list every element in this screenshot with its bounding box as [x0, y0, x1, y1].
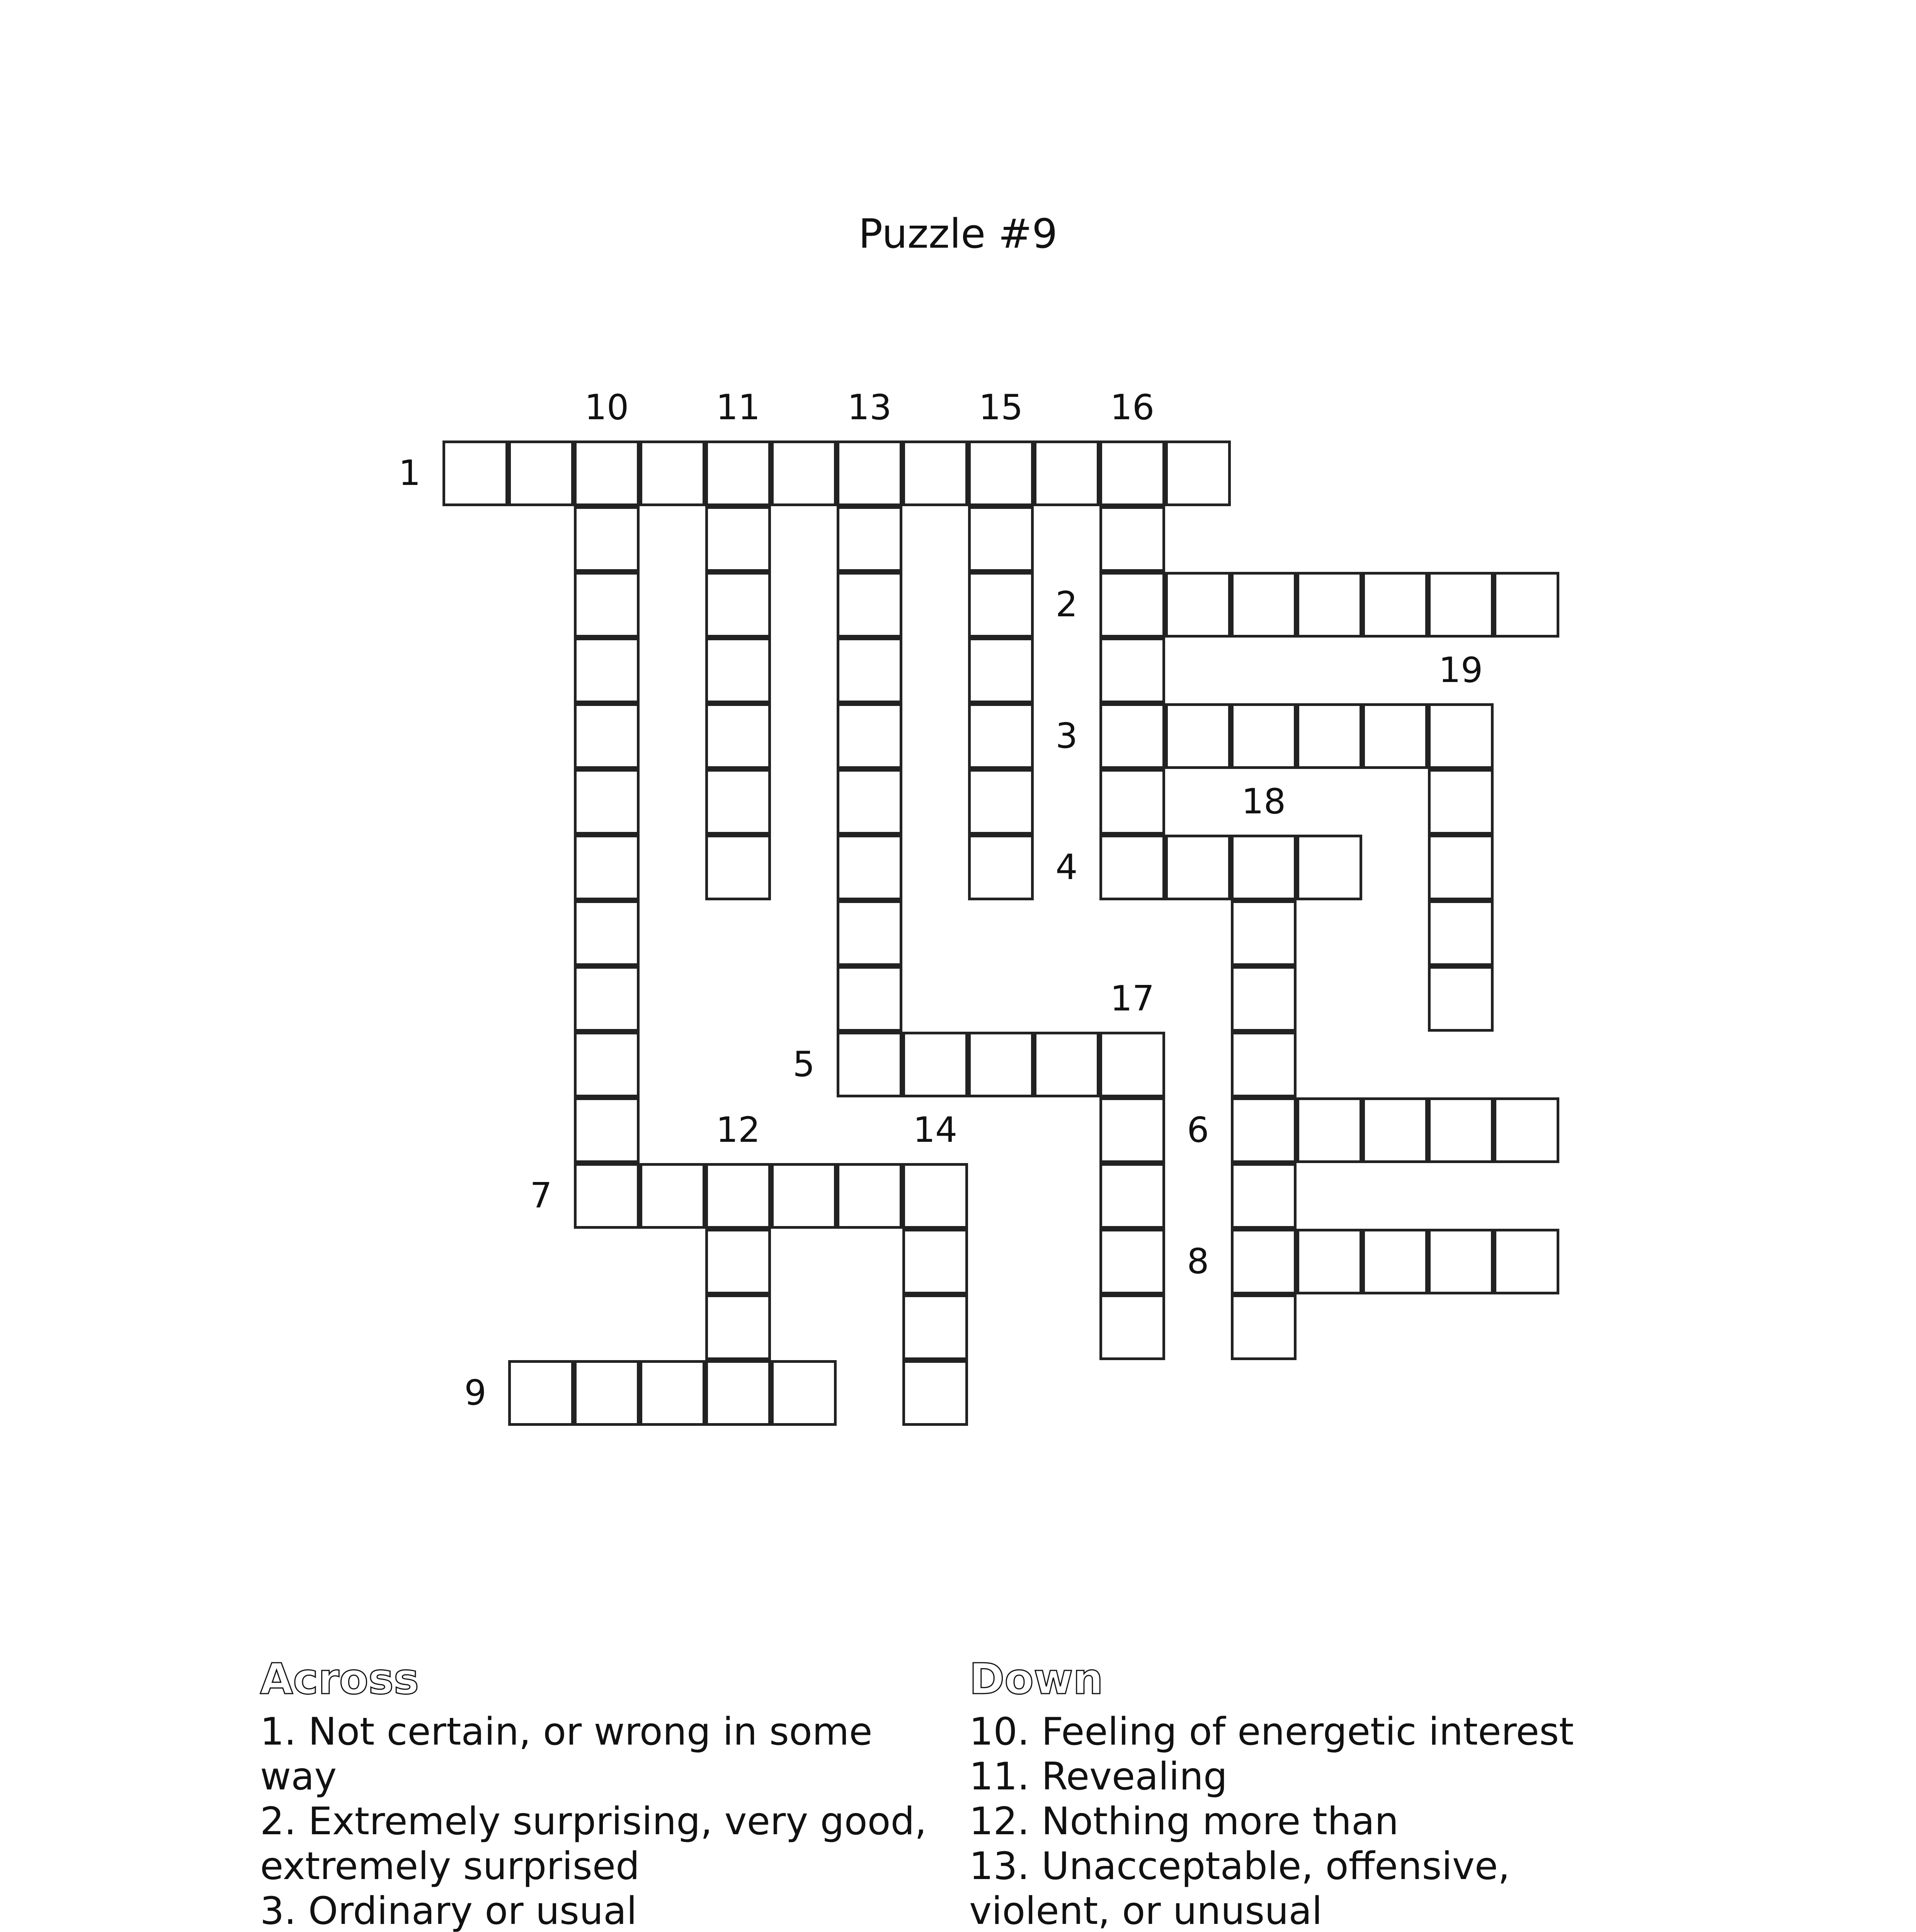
grid-cell[interactable]: [1231, 572, 1297, 638]
clue-number: 2: [1055, 584, 1078, 625]
grid-cell[interactable]: [1099, 1163, 1165, 1229]
grid-cell[interactable]: [1099, 440, 1165, 506]
clue-number: 15: [978, 387, 1023, 428]
grid-cell[interactable]: [705, 440, 771, 506]
clue-number: 6: [1187, 1110, 1209, 1150]
grid-cell[interactable]: [837, 703, 902, 769]
grid-cell[interactable]: [574, 900, 640, 966]
grid-cell[interactable]: [837, 506, 902, 572]
clue-number: 12: [716, 1110, 761, 1150]
grid-cell[interactable]: [1099, 1229, 1165, 1294]
grid-cell[interactable]: [837, 966, 902, 1032]
grid-cell[interactable]: [1165, 440, 1231, 506]
grid-cell[interactable]: [574, 835, 640, 900]
grid-cell[interactable]: [574, 440, 640, 506]
grid-cell[interactable]: [508, 1360, 574, 1426]
grid-cell[interactable]: [1428, 966, 1494, 1032]
clue-number: 8: [1187, 1241, 1209, 1282]
down-heading: Down: [969, 1654, 1103, 1704]
grid-cell[interactable]: [705, 1360, 771, 1426]
grid-cell[interactable]: [1231, 966, 1297, 1032]
grid-cell[interactable]: [705, 1294, 771, 1360]
clue-number: 14: [913, 1110, 958, 1150]
grid-cell[interactable]: [574, 1032, 640, 1097]
grid-cell[interactable]: [705, 506, 771, 572]
grid-cell[interactable]: [1231, 835, 1297, 900]
grid-cell[interactable]: [837, 1163, 902, 1229]
grid-cell[interactable]: [640, 1163, 705, 1229]
across-clue: 2. Extremely surprising, very good, extremely surprised: [260, 1799, 927, 1888]
grid-cell[interactable]: [705, 769, 771, 835]
across-clue: 1. Not certain, or wrong in some way: [260, 1710, 873, 1799]
clue-number: 4: [1055, 847, 1078, 888]
grid-cell[interactable]: [705, 638, 771, 703]
grid-cell[interactable]: [837, 572, 902, 638]
grid-cell[interactable]: [1428, 835, 1494, 900]
puzzle-title: Puzzle #9: [858, 210, 1058, 257]
grid-cell[interactable]: [771, 1360, 837, 1426]
grid-cell[interactable]: [705, 1229, 771, 1294]
grid-cell[interactable]: [574, 1360, 640, 1426]
grid-cell[interactable]: [640, 440, 705, 506]
clue-number: 18: [1241, 781, 1286, 822]
down-clues: [969, 1650, 1657, 1932]
grid-cell[interactable]: [968, 506, 1034, 572]
grid-cell[interactable]: [1099, 1294, 1165, 1360]
grid-cell[interactable]: [1231, 900, 1297, 966]
grid-cell[interactable]: [574, 1163, 640, 1229]
grid-cell[interactable]: [1494, 1097, 1559, 1163]
grid-cell[interactable]: [574, 769, 640, 835]
grid-cell[interactable]: [705, 835, 771, 900]
grid-cell[interactable]: [837, 440, 902, 506]
grid-cell[interactable]: [1428, 572, 1494, 638]
grid-cell[interactable]: [1165, 703, 1231, 769]
clue-number: 11: [716, 387, 761, 428]
grid-cell[interactable]: [705, 703, 771, 769]
grid-cell[interactable]: [1297, 572, 1362, 638]
grid-cell[interactable]: [1231, 1032, 1297, 1097]
grid-cell[interactable]: [1428, 769, 1494, 835]
grid-cell[interactable]: [1428, 703, 1494, 769]
grid-cell[interactable]: [1494, 1229, 1559, 1294]
clue-number: 9: [464, 1372, 487, 1413]
grid-cell[interactable]: [1165, 572, 1231, 638]
down-clue: 11. Revealing: [969, 1755, 1228, 1799]
grid-cell[interactable]: [902, 1032, 968, 1097]
grid-cell[interactable]: [1231, 1229, 1297, 1294]
grid-cell[interactable]: [1099, 1032, 1165, 1097]
across-clue: 3. Ordinary or usual: [260, 1889, 637, 1932]
grid-cell[interactable]: [1231, 1097, 1297, 1163]
grid-cell[interactable]: [1362, 703, 1428, 769]
grid-cell[interactable]: [640, 1360, 705, 1426]
grid-cell[interactable]: [902, 1163, 968, 1229]
across-clues: [260, 1650, 948, 1932]
across-heading: Across: [260, 1654, 419, 1704]
grid-cell[interactable]: [705, 572, 771, 638]
grid-cell[interactable]: [837, 1032, 902, 1097]
clue-number: 10: [584, 387, 629, 428]
clue-number: 5: [793, 1044, 815, 1085]
grid-cell[interactable]: [968, 835, 1034, 900]
grid-cell[interactable]: [1297, 1229, 1362, 1294]
grid-cell[interactable]: [1362, 572, 1428, 638]
grid-cell[interactable]: [771, 1163, 837, 1229]
grid-cell[interactable]: [574, 966, 640, 1032]
grid-cell[interactable]: [1494, 572, 1559, 638]
down-clue: 12. Nothing more than: [969, 1799, 1399, 1844]
clue-number: 19: [1438, 650, 1483, 690]
grid-cell[interactable]: [1034, 1032, 1099, 1097]
clue-number: 7: [530, 1175, 552, 1216]
grid-cell[interactable]: [968, 1032, 1034, 1097]
grid-cell[interactable]: [1428, 1097, 1494, 1163]
grid-cell[interactable]: [508, 440, 574, 506]
grid-cell[interactable]: [1099, 638, 1165, 703]
grid-cell[interactable]: [968, 703, 1034, 769]
grid-cell[interactable]: [1297, 1097, 1362, 1163]
grid-cell[interactable]: [574, 638, 640, 703]
grid-cell[interactable]: [1099, 1097, 1165, 1163]
grid-cell[interactable]: [1231, 1294, 1297, 1360]
down-clue: 10. Feeling of energetic interest: [969, 1710, 1574, 1754]
grid-cell[interactable]: [1165, 835, 1231, 900]
grid-cell[interactable]: [1231, 1163, 1297, 1229]
grid-cell[interactable]: [1231, 703, 1297, 769]
grid-cell[interactable]: [1099, 572, 1165, 638]
grid-cell[interactable]: [705, 1163, 771, 1229]
grid-cell[interactable]: [1099, 769, 1165, 835]
grid-cell[interactable]: [1099, 835, 1165, 900]
clue-number: 1: [398, 453, 421, 493]
grid-cell[interactable]: [968, 440, 1034, 506]
grid-cell[interactable]: [902, 1229, 968, 1294]
grid-cell[interactable]: [574, 703, 640, 769]
clue-number: 13: [847, 387, 892, 428]
grid-cell[interactable]: [968, 572, 1034, 638]
clue-number: 16: [1110, 387, 1155, 428]
clue-number: 3: [1055, 716, 1078, 756]
grid-cell[interactable]: [902, 440, 968, 506]
grid-cell[interactable]: [837, 900, 902, 966]
grid-cell[interactable]: [968, 769, 1034, 835]
grid-cell[interactable]: [1362, 1097, 1428, 1163]
clue-number: 17: [1110, 978, 1155, 1019]
grid-cell[interactable]: [1428, 1229, 1494, 1294]
grid-cell[interactable]: [574, 506, 640, 572]
grid-cell[interactable]: [1034, 440, 1099, 506]
grid-cell[interactable]: [837, 769, 902, 835]
grid-cell[interactable]: [574, 572, 640, 638]
grid-cell[interactable]: [1297, 835, 1362, 900]
down-clue: 13. Unacceptable, offensive, violent, or unusual: [969, 1844, 1510, 1932]
grid-cell[interactable]: [574, 1097, 640, 1163]
grid-cell[interactable]: [1428, 900, 1494, 966]
grid-cell[interactable]: [1362, 1229, 1428, 1294]
grid-cell[interactable]: [771, 440, 837, 506]
grid-cell[interactable]: [1099, 703, 1165, 769]
grid-cell[interactable]: [902, 1360, 968, 1426]
grid-cell[interactable]: [442, 440, 508, 506]
grid-cell[interactable]: [1099, 506, 1165, 572]
grid-cell[interactable]: [1297, 703, 1362, 769]
grid-cell[interactable]: [837, 835, 902, 900]
grid-cell[interactable]: [902, 1294, 968, 1360]
grid-cell[interactable]: [837, 638, 902, 703]
grid-cell[interactable]: [968, 638, 1034, 703]
